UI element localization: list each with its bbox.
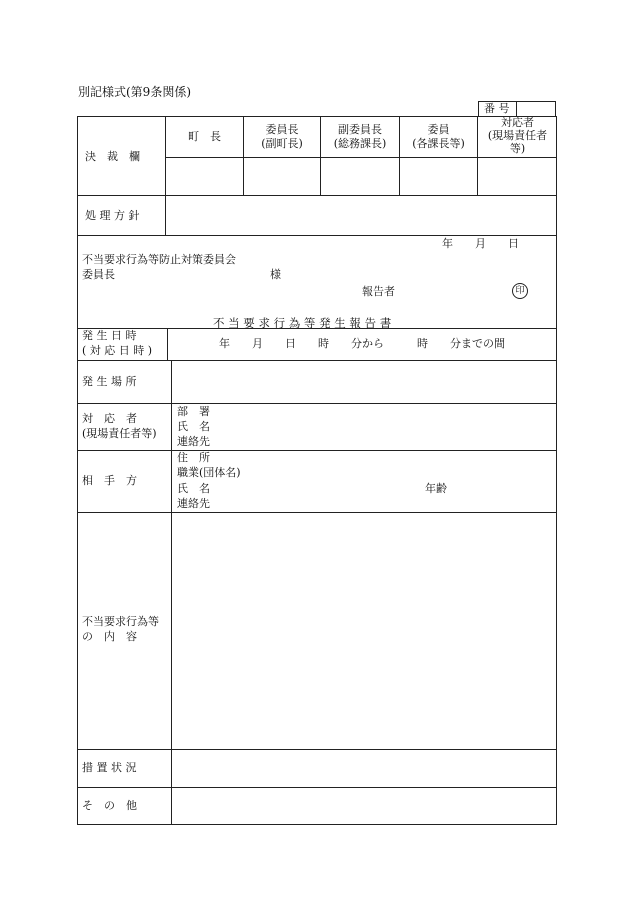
approval-col-member: 委員 (各課長等) <box>412 123 465 150</box>
responder-contact[interactable]: 連絡先 <box>177 435 210 448</box>
reporter-label: 報告者 <box>362 285 395 298</box>
approval-cell-responder[interactable] <box>478 158 556 195</box>
approval-col-vice-chair: 副委員長 (総務課長) <box>333 123 387 150</box>
datetime-label: 発 生 日 時 <box>82 329 137 342</box>
measures-field[interactable] <box>172 750 556 787</box>
party-age[interactable]: 年齢 <box>425 482 447 495</box>
datetime-value[interactable]: 年 月 日 時 分から 時 分までの間 <box>219 337 505 350</box>
party-name[interactable]: 氏 名 <box>177 482 210 495</box>
approval-cell-chair[interactable] <box>244 158 320 195</box>
approval-col-mayor: 町 長 <box>188 130 221 143</box>
report-date[interactable]: 年 月 日 <box>442 237 519 250</box>
number-label: 番 号 <box>484 102 510 115</box>
place-field[interactable] <box>172 361 556 403</box>
approval-col-chair: 委員長 (副町長) <box>261 123 303 150</box>
content-label-sub: の 内 容 <box>82 630 137 643</box>
content-label: 不当要求行為等 <box>82 615 159 628</box>
party-address[interactable]: 住 所 <box>177 451 210 464</box>
chair-label: 委員長 <box>82 268 115 281</box>
responder-name[interactable]: 氏 名 <box>177 420 210 433</box>
content-field[interactable] <box>172 513 556 749</box>
approval-cell-vice-chair[interactable] <box>321 158 399 195</box>
responder-label-sub: (現場責任者等) <box>82 427 157 440</box>
report-title: 不 当 要 求 行 為 等 発 生 報 告 書 <box>213 316 392 330</box>
responder-label: 対 応 者 <box>82 412 137 425</box>
policy-field[interactable] <box>166 196 556 235</box>
party-label: 相 手 方 <box>82 474 137 487</box>
policy-label: 処 理 方 針 <box>85 209 140 222</box>
seal-icon: 印 <box>512 283 528 299</box>
party-occupation[interactable]: 職業(団体名) <box>177 466 241 479</box>
datetime-label-sub: ( 対 応 日 時 ) <box>82 344 153 357</box>
approval-cell-mayor[interactable] <box>166 158 243 195</box>
responder-dept[interactable]: 部 署 <box>177 405 210 418</box>
approval-col-responder: 対応者 (現場責任者 等) <box>487 116 548 155</box>
measures-label: 措 置 状 況 <box>82 761 137 774</box>
committee-name: 不当要求行為等防止対策委員会 <box>82 253 236 266</box>
place-label: 発 生 場 所 <box>82 375 137 388</box>
other-field[interactable] <box>172 788 556 824</box>
form-title: 別記様式(第9条関係) <box>78 85 191 99</box>
approval-row-label: 決 裁 欄 <box>85 150 140 163</box>
party-contact[interactable]: 連絡先 <box>177 497 210 510</box>
approval-cell-member[interactable] <box>400 158 477 195</box>
honorific: 様 <box>270 268 281 281</box>
other-label: そ の 他 <box>82 799 137 812</box>
